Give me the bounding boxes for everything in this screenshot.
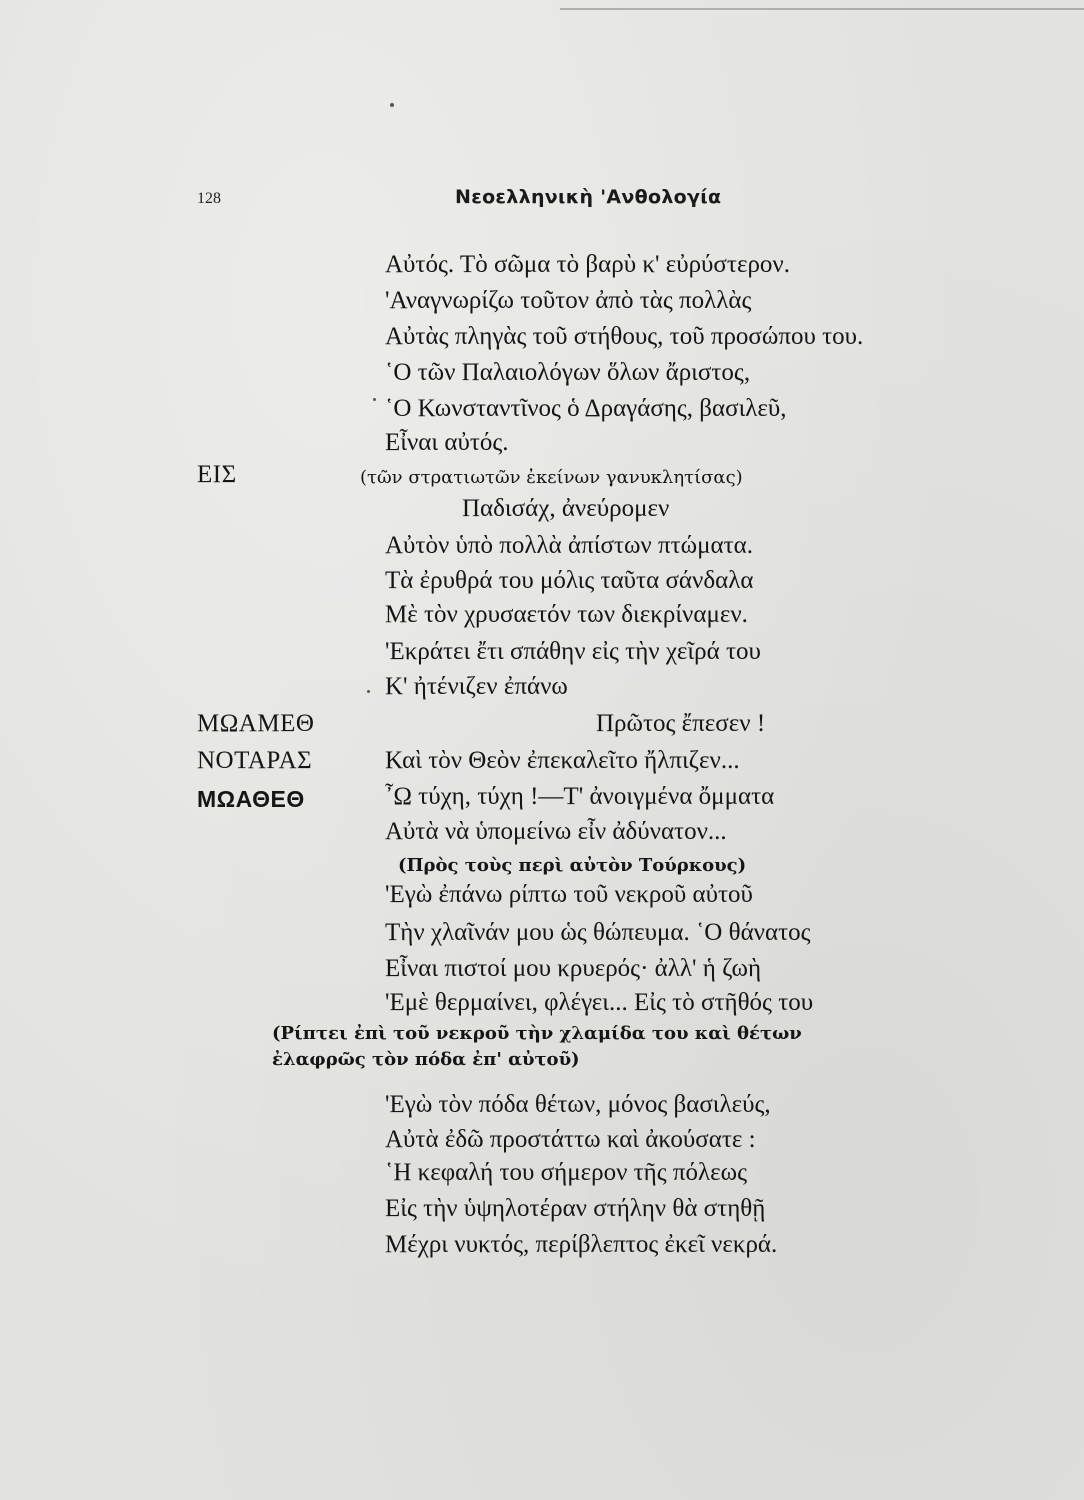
verse-line: Μέχρι νυκτός, περίβλεπτος ἐκεῖ νεκρά. <box>385 1231 778 1258</box>
print-speck <box>373 398 376 401</box>
verse-line: 'Εκράτει ἔτι σπάθην εἰς τὴν χεῖρά του <box>385 638 761 665</box>
verse-line: Εἶναι αὐτός. <box>385 429 509 456</box>
verse-line: Εἶναι πιστοί μου κρυερός· ἀλλ' ἡ ζωὴ <box>385 955 762 982</box>
dialogue-line: ῏Ω τύχη, τύχη !—Τ' ἀνοιγμένα ὄμματα <box>385 783 775 810</box>
verse-line: 'Εγὼ ἐπάνω ρίπτω τοῦ νεκροῦ αὐτοῦ <box>385 881 753 908</box>
speaker-moameth-2: ΜΩΑΘΕΘ <box>197 786 305 812</box>
verse-line: Κ' ἠτένιζεν ἐπάνω <box>385 673 568 700</box>
stage-direction: ἐλαφρῶς τὸν πόδα ἐπ' αὐτοῦ) <box>272 1049 580 1070</box>
running-title: Νεοελληνικὴ 'Ανθολογία <box>455 186 722 208</box>
page-number: 128 <box>197 190 221 207</box>
verse-line: Αὐτὸν ὑπὸ πολλὰ ἀπίστων πτώματα. <box>385 532 753 559</box>
dialogue-line: Πρῶτος ἔπεσεν ! <box>596 710 766 737</box>
print-speck <box>367 690 370 693</box>
verse-line: Αὐτὰ νὰ ὑπομείνω εἶν ἀδύνατον... <box>385 818 727 845</box>
verse-line: ῾Η κεφαλή του σήμερον τῆς πόλεως <box>385 1159 747 1186</box>
verse-line: Τὰ ἐρυθρά του μόλις ταῦτα σάνδαλα <box>385 567 754 594</box>
verse-line: ῾Ο Κωνσταντῖνος ὁ Δραγάσης, βασιλεῦ, <box>385 395 787 422</box>
stage-direction: (Πρὸς τοὺς περὶ αὐτὸν Τούρκους) <box>398 855 747 876</box>
verse-line: Αὐτός. Τὸ σῶμα τὸ βαρὺ κ' εὐρύστερον. <box>385 251 790 278</box>
speaker-notaras: ΝΟΤΑΡΑΣ <box>197 747 313 774</box>
print-speck <box>390 103 394 107</box>
stage-direction: (Ρίπτει ἐπὶ τοῦ νεκροῦ τὴν χλαμίδα του καὶ θέτων <box>272 1023 802 1044</box>
verse-line: ῾Ο τῶν Παλαιολόγων ὅλων ἄριστος, <box>385 359 751 386</box>
speaker-moameth: ΜΩΑΜΕΘ <box>197 710 315 737</box>
dialogue-line: Καὶ τὸν Θεὸν ἐπεκαλεῖτο ἤλπιζεν... <box>385 747 740 774</box>
verse-line: Μὲ τὸν χρυσαετόν των διεκρίναμεν. <box>385 601 748 628</box>
verse-line: Τὴν χλαῖνάν μου ὡς θώπευμα. ῾Ο θάνατος <box>385 919 811 946</box>
page-top-edge <box>560 0 1084 10</box>
speaker-eis: ΕΙΣ <box>197 461 237 488</box>
verse-line: Αὐτὰς πληγὰς τοῦ στήθους, τοῦ προσώπου του. <box>385 323 864 350</box>
verse-line: 'Εγὼ τὸν πόδα θέτων, μόνος βασιλεύς, <box>385 1091 771 1118</box>
verse-line: Αὐτὰ ἐδῶ προστάττω καὶ ἀκούσατε : <box>385 1126 756 1153</box>
verse-line: 'Εμὲ θερμαίνει, φλέγει... Εἰς τὸ στῆθός του <box>385 989 814 1016</box>
verse-line: Εἰς τὴν ὑψηλοτέραν στήλην θὰ στηθῇ <box>385 1195 766 1222</box>
verse-line: Παδισάχ, ἀνεύρομεν <box>462 495 670 522</box>
verse-line: 'Αναγνωρίζω τοῦτον ἀπὸ τὰς πολλὰς <box>385 287 752 314</box>
stage-direction: (τῶν στρατιωτῶν ἐκείνων γανυκλητίσας) <box>360 467 743 488</box>
